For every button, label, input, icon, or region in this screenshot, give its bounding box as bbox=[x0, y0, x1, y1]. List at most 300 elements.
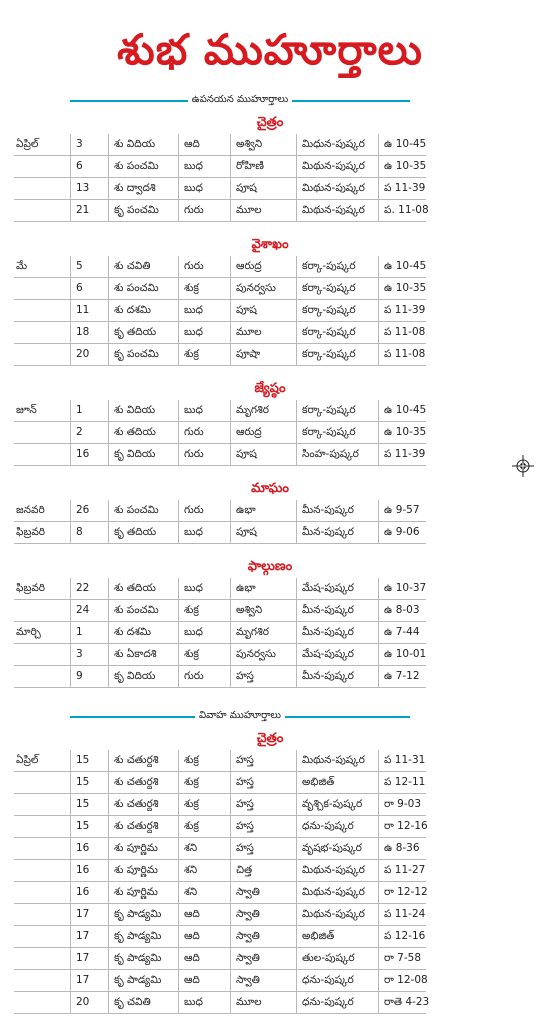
column-rule bbox=[230, 522, 231, 543]
column-rule bbox=[108, 422, 109, 443]
column-rule bbox=[108, 926, 109, 947]
section-heading bbox=[70, 708, 410, 724]
lagna-cell: ధను-పుష్కర bbox=[302, 820, 354, 832]
weekday-cell: బుధ bbox=[184, 404, 203, 416]
column-rule bbox=[296, 444, 297, 465]
tithi-cell: శు పూర్ణిమ bbox=[114, 864, 158, 876]
column-rule bbox=[230, 622, 231, 643]
column-rule bbox=[378, 578, 379, 599]
table-row bbox=[14, 794, 426, 816]
column-rule bbox=[178, 644, 179, 665]
date-cell: 18 bbox=[76, 326, 90, 338]
nakshatra-cell: స్వాతి bbox=[236, 952, 260, 964]
date-cell: 17 bbox=[76, 952, 90, 964]
column-rule bbox=[70, 838, 71, 859]
column-rule bbox=[296, 600, 297, 621]
column-rule bbox=[230, 578, 231, 599]
column-rule bbox=[378, 200, 379, 221]
page-title: శుభ ముహూర్తాలు bbox=[117, 25, 423, 74]
lagna-cell: కర్కా-పుష్కర bbox=[302, 326, 356, 338]
tithi-cell: కృ పాడ్యమి bbox=[114, 908, 162, 920]
column-rule bbox=[296, 322, 297, 343]
tithi-cell: శు పంచమి bbox=[114, 160, 159, 172]
nakshatra-cell: హస్త bbox=[236, 842, 254, 854]
time-cell: ఉ 10-35 bbox=[384, 282, 427, 294]
weekday-cell: శుక్ర bbox=[184, 604, 199, 616]
column-rule bbox=[296, 178, 297, 199]
column-rule bbox=[70, 322, 71, 343]
time-cell: ఉ 8-03 bbox=[384, 604, 420, 616]
lagna-cell: మిధున-పుష్కర bbox=[302, 138, 365, 150]
column-rule bbox=[230, 750, 231, 771]
column-rule bbox=[108, 300, 109, 321]
column-rule bbox=[296, 422, 297, 443]
table-row bbox=[14, 666, 426, 688]
column-rule bbox=[108, 970, 109, 991]
column-rule bbox=[70, 666, 71, 687]
column-rule bbox=[108, 500, 109, 521]
column-rule bbox=[230, 600, 231, 621]
column-rule bbox=[296, 860, 297, 881]
column-rule bbox=[378, 772, 379, 793]
time-cell: రాతె 4-23 bbox=[384, 996, 430, 1008]
column-rule bbox=[230, 178, 231, 199]
nakshatra-cell: స్వాతి bbox=[236, 930, 260, 942]
column-rule bbox=[178, 666, 179, 687]
lagna-cell: వృశ్చిక-పుష్కర bbox=[302, 798, 363, 810]
column-rule bbox=[178, 256, 179, 277]
column-rule bbox=[178, 970, 179, 991]
column-rule bbox=[230, 134, 231, 155]
weekday-cell: ఆది bbox=[184, 974, 200, 986]
time-cell: ప 11-27 bbox=[384, 864, 426, 876]
table-row bbox=[14, 772, 426, 794]
time-cell: ఉ 7-44 bbox=[384, 626, 420, 638]
column-rule bbox=[70, 772, 71, 793]
column-rule bbox=[378, 400, 379, 421]
nakshatra-cell: స్వాతి bbox=[236, 974, 260, 986]
time-cell: ఉ 9-06 bbox=[384, 526, 420, 538]
time-cell: ప 11-08 bbox=[384, 348, 426, 360]
tithi-cell: శు పూర్ణిమ bbox=[114, 842, 158, 854]
column-rule bbox=[178, 838, 179, 859]
date-cell: 16 bbox=[76, 886, 90, 898]
time-cell: ప 11-39 bbox=[384, 304, 426, 316]
table-row bbox=[14, 134, 426, 156]
time-cell: ప 12-16 bbox=[384, 930, 426, 942]
column-rule bbox=[70, 300, 71, 321]
nakshatra-cell: మృగశిర bbox=[236, 404, 270, 416]
column-rule bbox=[108, 794, 109, 815]
column-rule bbox=[230, 970, 231, 991]
table-row bbox=[14, 750, 426, 772]
column-rule bbox=[378, 926, 379, 947]
column-rule bbox=[108, 578, 109, 599]
nakshatra-cell: ఆరుద్ర bbox=[236, 260, 262, 272]
column-rule bbox=[108, 904, 109, 925]
weekday-cell: ఆది bbox=[184, 930, 200, 942]
time-cell: ఉ 8-36 bbox=[384, 842, 420, 854]
table-row bbox=[14, 578, 426, 600]
date-cell: 20 bbox=[76, 348, 90, 360]
month-heading: మాఘం bbox=[251, 481, 289, 496]
column-rule bbox=[296, 156, 297, 177]
column-rule bbox=[296, 134, 297, 155]
tithi-cell: కృ విదియ bbox=[114, 448, 156, 460]
tithi-cell: కృ పంచమి bbox=[114, 348, 159, 360]
nakshatra-cell: పునర్వసు bbox=[236, 282, 276, 294]
column-rule bbox=[178, 522, 179, 543]
table-row bbox=[14, 256, 426, 278]
weekday-cell: శని bbox=[184, 864, 198, 876]
tithi-cell: శు చతుర్దశి bbox=[114, 798, 159, 810]
weekday-cell: బుధ bbox=[184, 182, 203, 194]
weekday-cell: బుధ bbox=[184, 582, 203, 594]
nakshatra-cell: చిత్త bbox=[236, 864, 253, 876]
weekday-cell: శుక్ర bbox=[184, 754, 199, 766]
table-row bbox=[14, 178, 426, 200]
month-cell: ఫిబ్రవరి bbox=[16, 582, 46, 594]
column-rule bbox=[296, 772, 297, 793]
column-rule bbox=[108, 178, 109, 199]
lagna-cell: మీన-పుష్కర bbox=[302, 604, 354, 616]
column-rule bbox=[378, 600, 379, 621]
table-row bbox=[14, 622, 426, 644]
column-rule bbox=[108, 256, 109, 277]
nakshatra-cell: హస్త bbox=[236, 776, 254, 788]
date-cell: 17 bbox=[76, 930, 90, 942]
column-rule bbox=[108, 134, 109, 155]
weekday-cell: శని bbox=[184, 842, 198, 854]
nakshatra-cell: పూష bbox=[236, 304, 257, 316]
column-rule bbox=[378, 256, 379, 277]
weekday-cell: ఆది bbox=[184, 952, 200, 964]
column-rule bbox=[378, 322, 379, 343]
table-row bbox=[14, 948, 426, 970]
section-heading-label: వివాహ ముహూర్తాలు bbox=[195, 710, 285, 721]
column-rule bbox=[178, 794, 179, 815]
column-rule bbox=[108, 400, 109, 421]
column-rule bbox=[178, 992, 179, 1013]
column-rule bbox=[178, 600, 179, 621]
lagna-cell: మిథున-పుష్కర bbox=[302, 908, 365, 920]
section-heading-label: ఉపనయన ముహూర్తాలు bbox=[188, 94, 292, 105]
date-cell: 3 bbox=[76, 138, 83, 150]
column-rule bbox=[230, 300, 231, 321]
weekday-cell: శని bbox=[184, 886, 198, 898]
column-rule bbox=[178, 772, 179, 793]
column-rule bbox=[70, 344, 71, 365]
column-rule bbox=[296, 992, 297, 1013]
lagna-cell: అభిజిత్ bbox=[302, 930, 335, 942]
column-rule bbox=[178, 178, 179, 199]
lagna-cell: మిథున-పుష్కర bbox=[302, 204, 365, 216]
column-rule bbox=[70, 794, 71, 815]
month-cell: ఫిబ్రవరి bbox=[16, 526, 46, 538]
column-rule bbox=[378, 970, 379, 991]
column-rule bbox=[178, 750, 179, 771]
date-cell: 15 bbox=[76, 754, 90, 766]
lagna-cell: కర్కా-పుష్కర bbox=[302, 348, 356, 360]
lagna-cell: తుల-పుష్కర bbox=[302, 952, 355, 964]
tithi-cell: కృ పాడ్యమి bbox=[114, 952, 162, 964]
column-rule bbox=[70, 500, 71, 521]
month-cell: ఏప్రిల్ bbox=[16, 138, 39, 150]
tithi-cell: శు చతుర్దశి bbox=[114, 754, 159, 766]
column-rule bbox=[70, 178, 71, 199]
date-cell: 3 bbox=[76, 648, 83, 660]
column-rule bbox=[296, 400, 297, 421]
tithi-cell: కృ చవితి bbox=[114, 996, 151, 1008]
column-rule bbox=[230, 948, 231, 969]
tithi-cell: శు తదియ bbox=[114, 426, 156, 438]
column-rule bbox=[178, 622, 179, 643]
column-rule bbox=[178, 500, 179, 521]
nakshatra-cell: హస్త bbox=[236, 754, 254, 766]
lagna-cell: మీన-పుష్కర bbox=[302, 526, 354, 538]
weekday-cell: శుక్ర bbox=[184, 348, 199, 360]
date-cell: 16 bbox=[76, 842, 90, 854]
column-rule bbox=[296, 344, 297, 365]
column-rule bbox=[378, 750, 379, 771]
column-rule bbox=[178, 200, 179, 221]
month-heading: వైశాఖం bbox=[251, 237, 289, 252]
crosshair-target-icon bbox=[512, 455, 534, 477]
column-rule bbox=[378, 300, 379, 321]
column-rule bbox=[108, 992, 109, 1013]
time-cell: ఉ 10-45 bbox=[384, 260, 427, 272]
date-cell: 8 bbox=[76, 526, 83, 538]
tithi-cell: శు చతుర్దశి bbox=[114, 820, 159, 832]
date-cell: 1 bbox=[76, 404, 83, 416]
column-rule bbox=[178, 948, 179, 969]
date-cell: 22 bbox=[76, 582, 90, 594]
date-cell: 17 bbox=[76, 974, 90, 986]
column-rule bbox=[178, 300, 179, 321]
column-rule bbox=[378, 622, 379, 643]
column-rule bbox=[70, 256, 71, 277]
column-rule bbox=[378, 134, 379, 155]
nakshatra-cell: పూష bbox=[236, 182, 257, 194]
column-rule bbox=[296, 882, 297, 903]
column-rule bbox=[70, 278, 71, 299]
tithi-cell: శు చవితి bbox=[114, 260, 151, 272]
column-rule bbox=[378, 838, 379, 859]
date-cell: 13 bbox=[76, 182, 90, 194]
month-heading: ఫాల్గుణం bbox=[247, 559, 293, 574]
date-cell: 1 bbox=[76, 626, 83, 638]
nakshatra-cell: పునర్వసు bbox=[236, 648, 276, 660]
nakshatra-cell: అశ్విని bbox=[236, 138, 263, 150]
column-rule bbox=[178, 134, 179, 155]
column-rule bbox=[230, 644, 231, 665]
month-cell: మార్చి bbox=[16, 626, 41, 638]
column-rule bbox=[378, 156, 379, 177]
table-row bbox=[14, 816, 426, 838]
column-rule bbox=[70, 970, 71, 991]
date-cell: 11 bbox=[76, 304, 90, 316]
lagna-cell: సింహ-పుష్కర bbox=[302, 448, 359, 460]
nakshatra-cell: స్వాతి bbox=[236, 908, 260, 920]
weekday-cell: శుక్ర bbox=[184, 282, 199, 294]
tithi-cell: కృ తదియ bbox=[114, 326, 157, 338]
time-cell: ఉ 10-35 bbox=[384, 160, 427, 172]
column-rule bbox=[378, 500, 379, 521]
column-rule bbox=[378, 344, 379, 365]
nakshatra-cell: స్వాతి bbox=[236, 886, 260, 898]
lagna-cell: కర్కా-పుష్కర bbox=[302, 282, 356, 294]
time-cell: ఉ 10-35 bbox=[384, 426, 427, 438]
lagna-cell: అభిజిత్ bbox=[302, 776, 335, 788]
column-rule bbox=[70, 926, 71, 947]
column-rule bbox=[230, 256, 231, 277]
lagna-cell: మిథున-పుష్కర bbox=[302, 160, 365, 172]
table-row bbox=[14, 882, 426, 904]
nakshatra-cell: మూల bbox=[236, 326, 262, 338]
column-rule bbox=[378, 644, 379, 665]
table-row bbox=[14, 970, 426, 992]
column-rule bbox=[296, 200, 297, 221]
time-cell: ప. 11-08 bbox=[384, 204, 429, 216]
column-rule bbox=[108, 838, 109, 859]
lagna-cell: మిథున-పుష్కర bbox=[302, 182, 365, 194]
table-row bbox=[14, 322, 426, 344]
month-cell: ఏప్రిల్ bbox=[16, 754, 39, 766]
column-rule bbox=[378, 178, 379, 199]
date-cell: 15 bbox=[76, 776, 90, 788]
lagna-cell: మేష-పుష్కర bbox=[302, 582, 354, 594]
date-cell: 17 bbox=[76, 908, 90, 920]
nakshatra-cell: పూషా bbox=[236, 348, 261, 360]
column-rule bbox=[230, 322, 231, 343]
weekday-cell: గురు bbox=[184, 670, 204, 682]
month-heading: జ్యేష్ఠం bbox=[254, 381, 286, 396]
month-heading: చైత్రం bbox=[256, 115, 284, 130]
month-table bbox=[14, 500, 426, 544]
column-rule bbox=[70, 200, 71, 221]
column-rule bbox=[296, 256, 297, 277]
column-rule bbox=[230, 860, 231, 881]
lagna-cell: మీన-పుష్కర bbox=[302, 504, 354, 516]
weekday-cell: బుధ bbox=[184, 326, 203, 338]
tithi-cell: శు పూర్ణిమ bbox=[114, 886, 158, 898]
column-rule bbox=[178, 882, 179, 903]
column-rule bbox=[70, 904, 71, 925]
date-cell: 16 bbox=[76, 864, 90, 876]
column-rule bbox=[178, 926, 179, 947]
section-heading bbox=[70, 92, 410, 108]
column-rule bbox=[230, 444, 231, 465]
column-rule bbox=[108, 344, 109, 365]
column-rule bbox=[178, 422, 179, 443]
weekday-cell: గురు bbox=[184, 504, 204, 516]
column-rule bbox=[70, 622, 71, 643]
time-cell: ప 11-39 bbox=[384, 448, 426, 460]
column-rule bbox=[230, 926, 231, 947]
column-rule bbox=[108, 882, 109, 903]
column-rule bbox=[296, 970, 297, 991]
date-cell: 26 bbox=[76, 504, 90, 516]
column-rule bbox=[378, 882, 379, 903]
column-rule bbox=[108, 644, 109, 665]
column-rule bbox=[378, 992, 379, 1013]
column-rule bbox=[378, 904, 379, 925]
column-rule bbox=[178, 156, 179, 177]
nakshatra-cell: అశ్విని bbox=[236, 604, 263, 616]
table-row bbox=[14, 500, 426, 522]
time-cell: ఉ 10-01 bbox=[384, 648, 427, 660]
lagna-cell: మిథున-పుష్కర bbox=[302, 864, 365, 876]
nakshatra-cell: హస్త bbox=[236, 798, 254, 810]
column-rule bbox=[178, 400, 179, 421]
column-rule bbox=[178, 816, 179, 837]
time-cell: రా 9-03 bbox=[384, 798, 422, 810]
column-rule bbox=[378, 444, 379, 465]
column-rule bbox=[296, 838, 297, 859]
lagna-cell: ధను-పుష్కర bbox=[302, 974, 354, 986]
column-rule bbox=[230, 200, 231, 221]
lagna-cell: ధను-పుష్కర bbox=[302, 996, 354, 1008]
weekday-cell: గురు bbox=[184, 448, 204, 460]
nakshatra-cell: రోహిణి bbox=[236, 160, 264, 172]
tithi-cell: కృ పాడ్యమి bbox=[114, 974, 162, 986]
column-rule bbox=[230, 500, 231, 521]
nakshatra-cell: ఉభా bbox=[236, 504, 256, 516]
nakshatra-cell: హస్త bbox=[236, 820, 254, 832]
month-table bbox=[14, 134, 429, 222]
nakshatra-cell: పూష bbox=[236, 526, 257, 538]
column-rule bbox=[70, 992, 71, 1013]
column-rule bbox=[70, 860, 71, 881]
table-row bbox=[14, 644, 426, 666]
tithi-cell: శు దశమి bbox=[114, 304, 152, 316]
column-rule bbox=[70, 444, 71, 465]
lagna-cell: కర్కా-పుష్కర bbox=[302, 404, 356, 416]
table-row bbox=[14, 860, 426, 882]
column-rule bbox=[296, 578, 297, 599]
nakshatra-cell: మూల bbox=[236, 996, 262, 1008]
lagna-cell: మీన-పుష్కర bbox=[302, 670, 354, 682]
month-table bbox=[14, 256, 426, 366]
column-rule bbox=[70, 882, 71, 903]
column-rule bbox=[296, 794, 297, 815]
tithi-cell: శు తదియ bbox=[114, 582, 156, 594]
tithi-cell: శు ద్వాదశి bbox=[114, 182, 156, 194]
time-cell: ఉ 10-37 bbox=[384, 582, 427, 594]
tithi-cell: కృ పంచమి bbox=[114, 204, 159, 216]
column-rule bbox=[230, 156, 231, 177]
date-cell: 24 bbox=[76, 604, 90, 616]
weekday-cell: శుక్ర bbox=[184, 798, 199, 810]
weekday-cell: గురు bbox=[184, 260, 204, 272]
column-rule bbox=[108, 156, 109, 177]
column-rule bbox=[108, 816, 109, 837]
weekday-cell: బుధ bbox=[184, 160, 203, 172]
column-rule bbox=[230, 992, 231, 1013]
column-rule bbox=[108, 622, 109, 643]
nakshatra-cell: మూల bbox=[236, 204, 262, 216]
time-cell: రా 12-08 bbox=[384, 974, 428, 986]
tithi-cell: శు పంచమి bbox=[114, 282, 159, 294]
month-cell: జనవరి bbox=[16, 504, 45, 516]
column-rule bbox=[108, 772, 109, 793]
tithi-cell: శు పంచమి bbox=[114, 604, 159, 616]
month-heading: చైత్రం bbox=[256, 731, 284, 746]
column-rule bbox=[108, 444, 109, 465]
column-rule bbox=[378, 816, 379, 837]
date-cell: 15 bbox=[76, 798, 90, 810]
column-rule bbox=[378, 860, 379, 881]
